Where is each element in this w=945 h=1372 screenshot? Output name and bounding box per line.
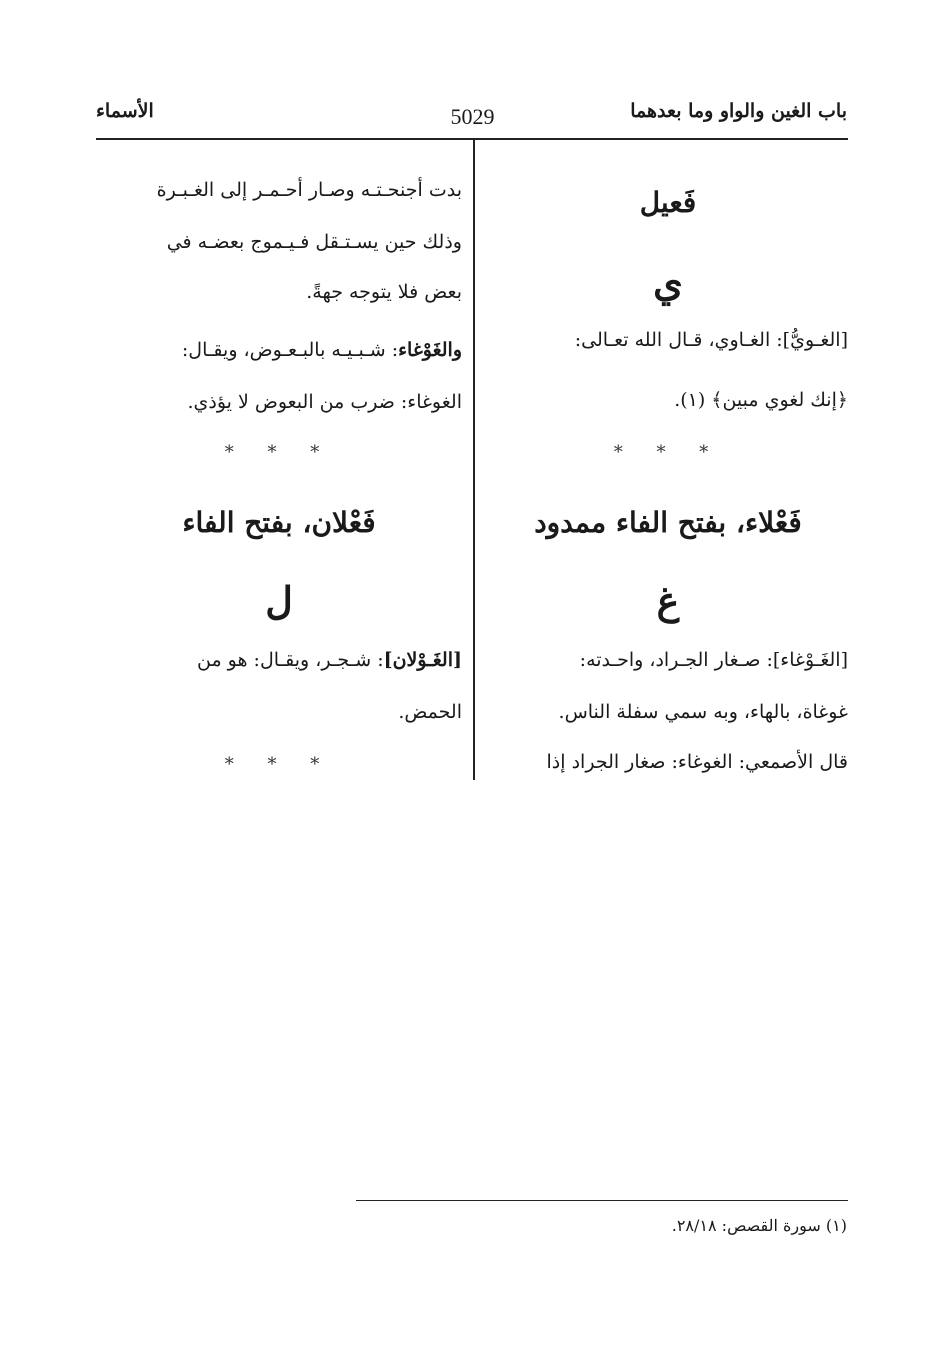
- entry-ghawghaa2-line-2: الغوغاء: ضرب من البعوض لا يؤذي.: [187, 391, 462, 413]
- continuation-line-1: بدت أجنحـتـه وصـار أحـمـر إلى الغـبـرة: [156, 179, 462, 201]
- chapter-title: باب الغين والواو وما بعدهما: [630, 100, 847, 122]
- continuation-line-2: وذلك حين يسـتـقل فـيـموج بعضـه في: [166, 231, 462, 253]
- letter-heading-ghayn: غ: [656, 578, 680, 623]
- entry-definition: : شـبـيـه بالبـعـوض، ويقـال:: [181, 339, 399, 361]
- letter-heading-lam: ل: [265, 578, 293, 623]
- entry-ghawghaa2-line-1: [182, 336, 462, 364]
- entry-term: [الغَـوْلان]: [383, 649, 462, 671]
- header-rule: [96, 138, 848, 140]
- pattern-heading-fail: فَعيل: [639, 186, 697, 219]
- entry-ghawghaa-line-1: [الغَـوْغاء]: صـغار الجـراد، واحـدته:: [579, 649, 848, 671]
- letter-heading-ya: ي: [653, 260, 683, 305]
- section-separator-stars: * * *: [613, 442, 723, 463]
- section-title: الأسماء: [96, 100, 154, 122]
- page-number: 5029: [450, 104, 495, 129]
- entry-ghawiy-line-1: [الغـويُّ]: الغـاوي، قـال الله تعـالى:: [574, 329, 848, 351]
- continuation-line-3: بعض فلا يتوجه جهةً.: [306, 281, 462, 303]
- pattern-heading-falaa: فَعْلاء، بفتح الفاء ممدود: [534, 506, 802, 539]
- entry-ghawghaa-line-3: قال الأصمعي: الغوغاء: صغار الجراد إذا: [546, 751, 848, 773]
- entry-ghawlan-line-1: [197, 646, 462, 674]
- entry-ghawlan-line-2: الحمض.: [398, 701, 462, 723]
- footnote-rule: [356, 1200, 848, 1201]
- entry-term: والغَوْغاء: [398, 339, 462, 361]
- pattern-heading-falan: فَعْلان، بفتح الفاء: [182, 506, 376, 539]
- entry-definition: : شـجـر، ويقـال: هو من: [197, 649, 384, 671]
- section-separator-stars: * * *: [224, 754, 334, 775]
- entry-ghawghaa-line-2: غوغاة، بالهاء، وبه سمي سفلة الناس.: [558, 701, 848, 723]
- footnote: (١) سورة القصص: ٢٨/١٨.: [671, 1216, 847, 1235]
- section-separator-stars: * * *: [224, 442, 334, 463]
- entry-ghawiy-line-2: ﴿إنك لغوي مبين﴾ (١).: [674, 389, 848, 411]
- column-divider: [473, 140, 475, 780]
